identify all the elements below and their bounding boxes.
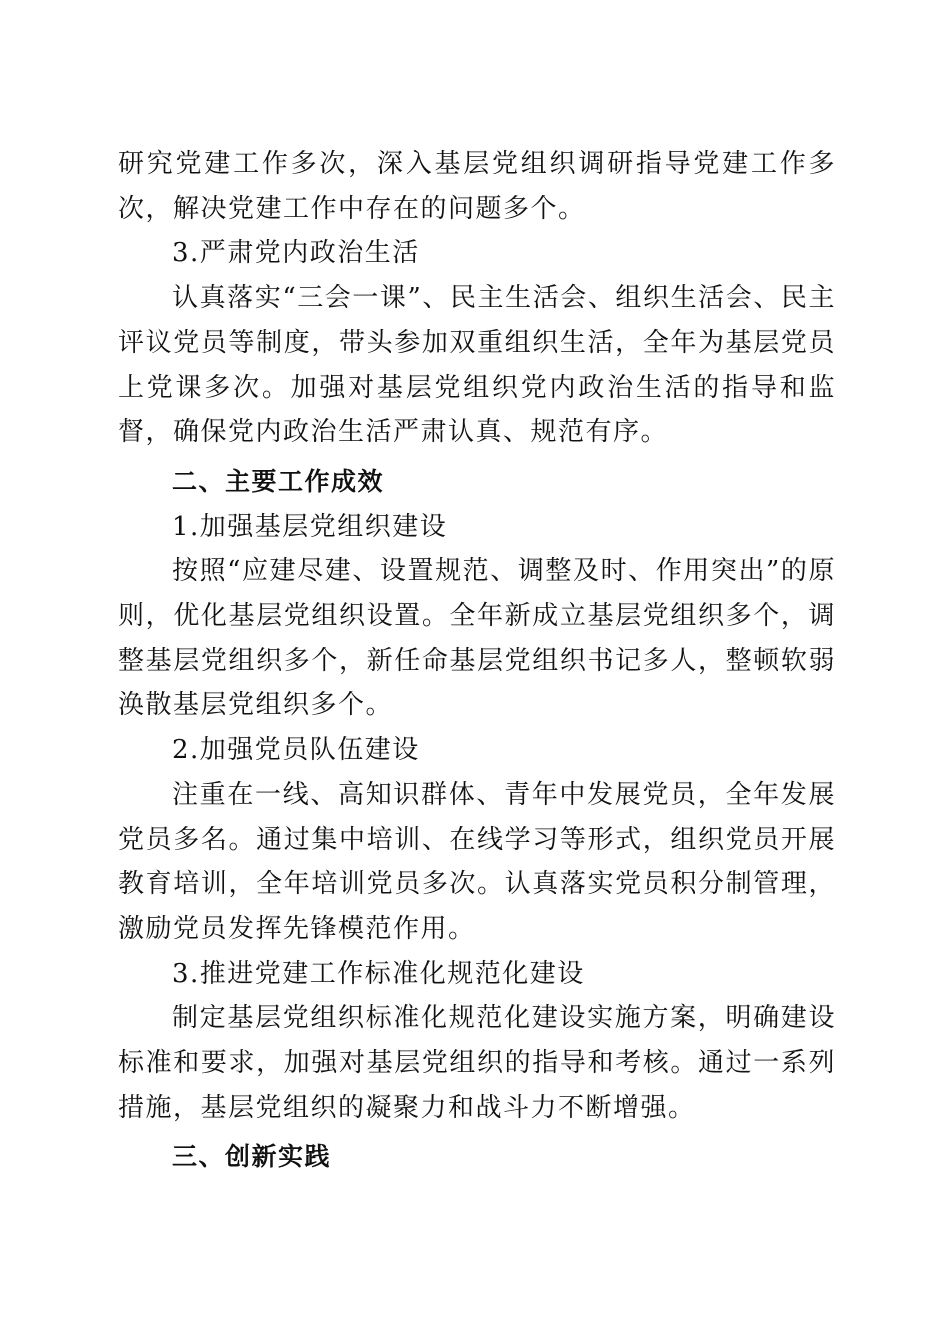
paragraph: 按照“应建尽建、设置规范、调整及时、作用突出”的原则，优化基层党组织设置。全年新成立基层党组织多个，调整基层党组织多个，新任命基层党组织书记多人，整顿软弱涣散基层党组织多个。 — [118, 556, 836, 721]
paragraph: 注重在一线、高知识群体、青年中发展党员，全年发展党员多名。通过集中培训、在线学习等形式，组织党员开展教育培训，全年培训党员多次。认真落实党员积分制管理，激励党员发挥先锋模范作用。 — [118, 779, 836, 944]
section-heading: 三、创新实践 — [172, 1142, 332, 1172]
subsection-title: 3.推进党建工作标准化规范化建设 — [172, 958, 585, 989]
section-heading: 二、主要工作成效 — [172, 466, 385, 496]
subsection-title: 1.加强基层党组织建设 — [172, 511, 448, 542]
paragraph: 认真落实“三会一课”、民主生活会、组织生活会、民主评议党员等制度，带头参加双重组织生活，全年为基层党员上党课多次。加强对基层党组织党内政治生活的指导和监督，确保党内政治生活严肃认真、规范有序。 — [118, 283, 836, 448]
document-body — [118, 142, 836, 1180]
paragraph-continued: 研究党建工作多次，深入基层党组织调研指导党建工作多次，解决党建工作中存在的问题多个。 — [118, 149, 836, 224]
subsection-title: 2.加强党员队伍建设 — [172, 735, 420, 766]
paragraph: 制定基层党组织标准化规范化建设实施方案，明确建设标准和要求，加强对基层党组织的指导和考核。通过一系列措施，基层党组织的凝聚力和战斗力不断增强。 — [118, 1003, 836, 1123]
subsection-title: 3.严肃党内政治生活 — [172, 238, 420, 269]
